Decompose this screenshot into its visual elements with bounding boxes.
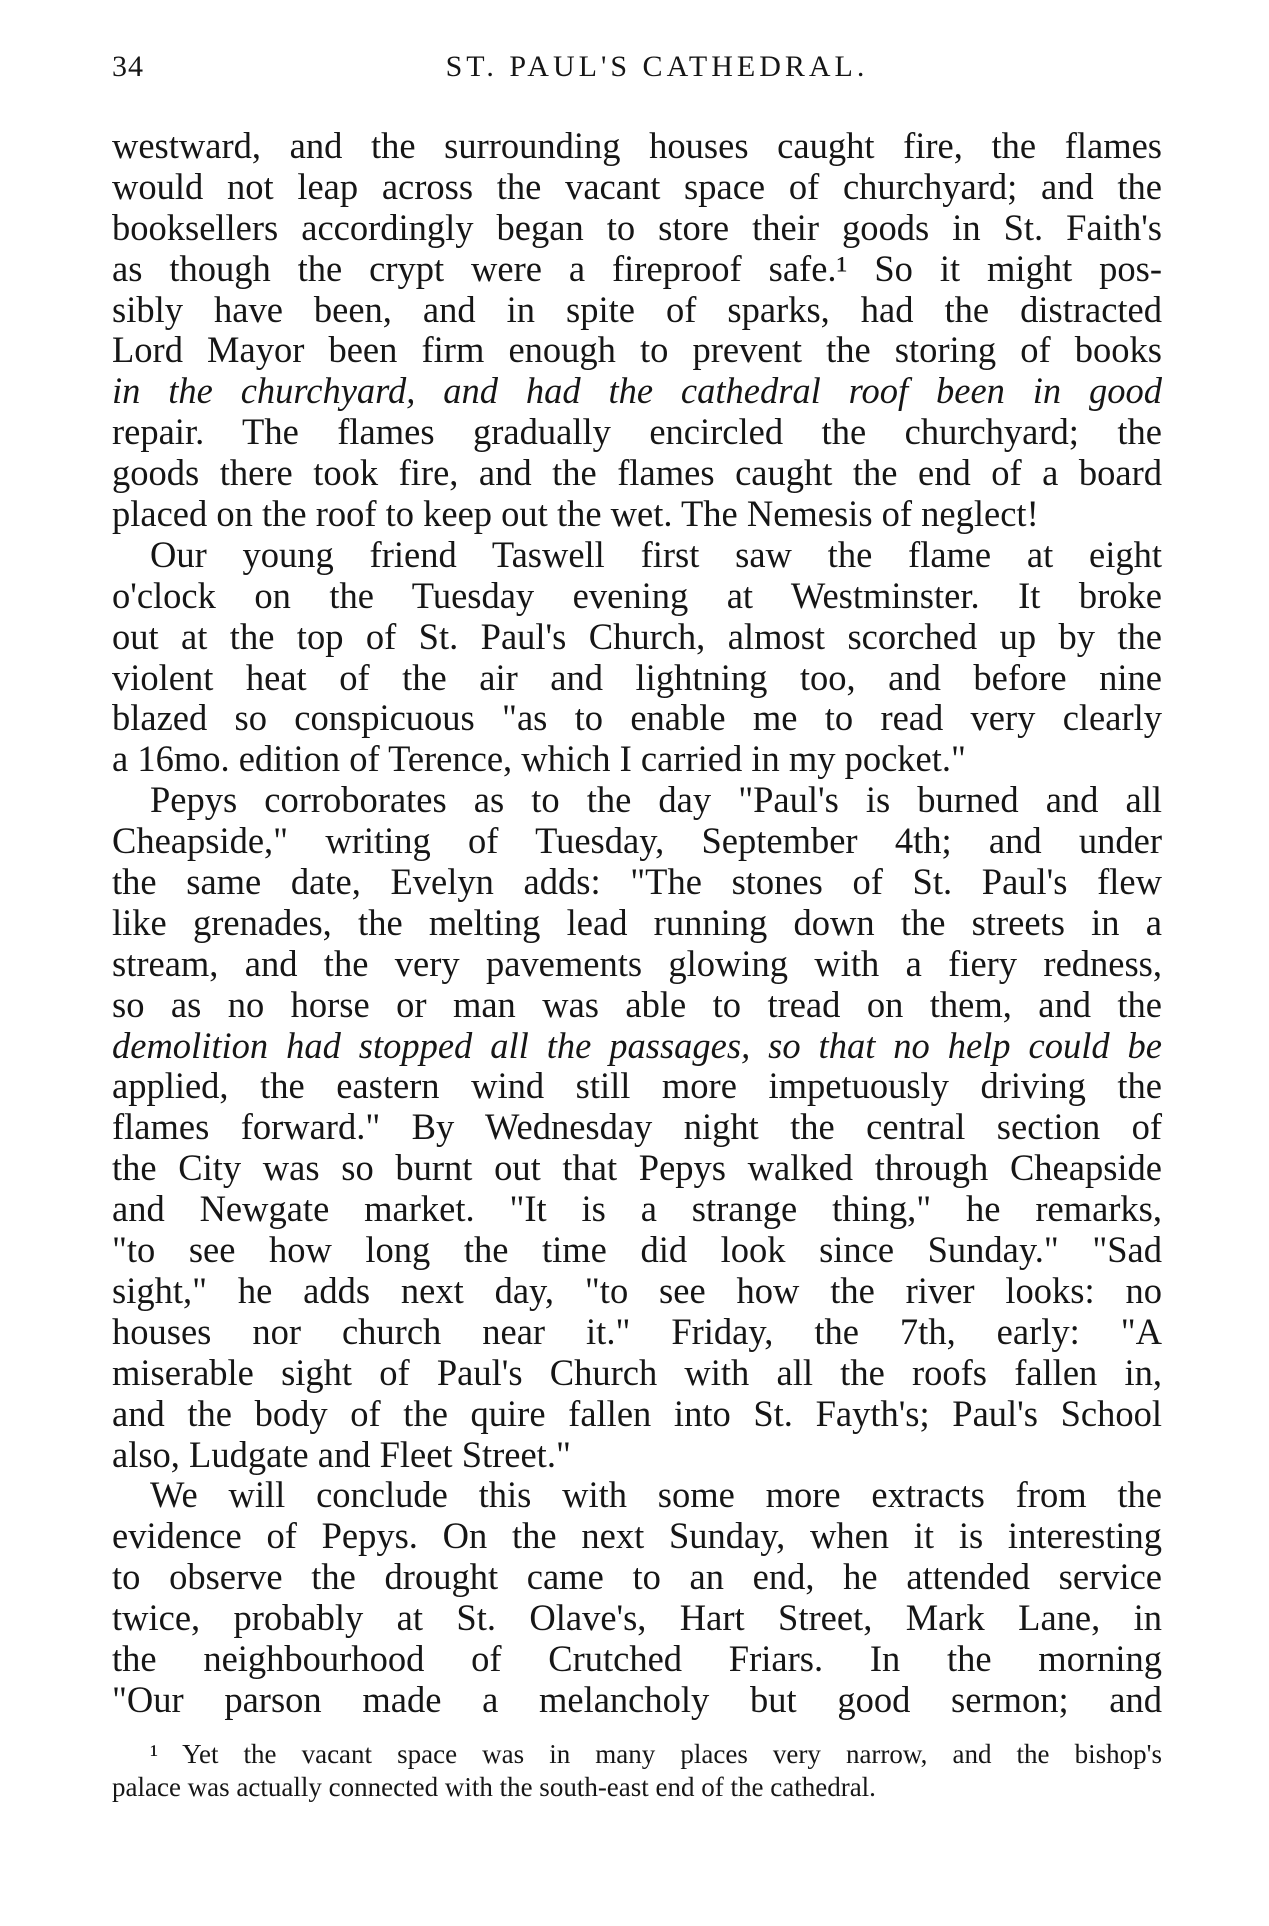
text-line: booksellers accordingly began to store their goods in St. Faith's (112, 206, 1162, 248)
text-line: a 16mo. edition of Terence, which I carried in my pocket." (112, 738, 966, 780)
text-line: repair. The flames gradually encircled the churchyard; the (112, 411, 1162, 453)
footnote-line: palace was actually connected with the south-east end of the cathedral. (112, 1772, 876, 1802)
text-line: We will conclude this with some more extracts from the (150, 1474, 1162, 1516)
text-line: and the body of the quire fallen into St. Fayth's; Paul's School (112, 1392, 1162, 1434)
text-line: also, Ludgate and Fleet Street." (112, 1433, 571, 1475)
text-line: the neighbourhood of Crutched Friars. In the morning (112, 1637, 1162, 1679)
text-line: evidence of Pepys. On the next Sunday, when it is interesting (112, 1515, 1162, 1557)
text-line: like grenades, the melting lead running down the streets in a (112, 901, 1162, 943)
text-line: twice, probably at St. Olave's, Hart Street, Mark Lane, in (112, 1597, 1162, 1639)
text-line: applied, the eastern wind still more impetuously driving the (112, 1065, 1162, 1107)
text-line: violent heat of the air and lightning too, and before nine (112, 656, 1162, 698)
running-head: ST. PAUL'S CATHEDRAL. (445, 50, 869, 83)
text-line: demolition had stopped all the passages, so that no help could be (112, 1024, 1162, 1066)
text-line: houses nor church near it." Friday, the 7th, early: "A (112, 1310, 1162, 1352)
footnote (112, 1738, 1162, 1804)
text-line: as though the crypt were a fireproof safe.¹ So it might pos- (112, 247, 1162, 289)
text-line: would not leap across the vacant space of churchyard; and the (112, 165, 1162, 207)
text-line: so as no horse or man was able to tread on them, and the (112, 983, 1162, 1025)
page-number: 34 (112, 50, 144, 83)
text-line: sight," he adds next day, "to see how the river looks: no (112, 1269, 1162, 1311)
text-line: flames forward." By Wednesday night the central section of (112, 1106, 1162, 1148)
text-line: in the churchyard, and had the cathedral roof been in good (112, 370, 1162, 412)
text-line: o'clock on the Tuesday evening at Westminster. It broke (112, 574, 1162, 616)
text-line: and Newgate market. "It is a strange thing," he remarks, (112, 1188, 1162, 1230)
footnote-line: ¹ Yet the vacant space was in many places very narrow, and the bishop's (150, 1739, 1162, 1769)
text-line: the City was so burnt out that Pepys walked through Cheapside (112, 1147, 1162, 1189)
text-line: the same date, Evelyn adds: "The stones of St. Paul's flew (112, 861, 1162, 903)
page-header (112, 42, 1162, 92)
text-line: Cheapside," writing of Tuesday, September 4th; and under (112, 820, 1162, 862)
text-line: sibly have been, and in spite of sparks, had the distracted (112, 288, 1162, 330)
text-line: stream, and the very pavements glowing with a fiery redness, (112, 942, 1162, 984)
text-line: to observe the drought came to an end, he attended service (112, 1556, 1162, 1598)
text-line: placed on the roof to keep out the wet. The Nemesis of neglect! (112, 493, 1039, 535)
text-line: "to see how long the time did look since Sunday." "Sad (112, 1229, 1162, 1271)
text-line: out at the top of St. Paul's Church, almost scorched up by the (112, 615, 1162, 657)
body-text (112, 126, 1162, 1721)
text-line: Pepys corroborates as to the day "Paul's is burned and all (150, 779, 1162, 821)
text-line: westward, and the surrounding houses caught fire, the flames (112, 125, 1162, 166)
text-line: goods there took fire, and the flames caught the end of a board (112, 452, 1162, 494)
text-line: Our young friend Taswell first saw the flame at eight (150, 533, 1162, 575)
text-line: "Our parson made a melancholy but good sermon; and (112, 1678, 1162, 1720)
text-line: miserable sight of Paul's Church with all the roofs fallen in, (112, 1351, 1162, 1393)
text-line: Lord Mayor been firm enough to prevent the storing of books (112, 329, 1162, 371)
text-line: blazed so conspicuous "as to enable me to read very clearly (112, 697, 1162, 739)
